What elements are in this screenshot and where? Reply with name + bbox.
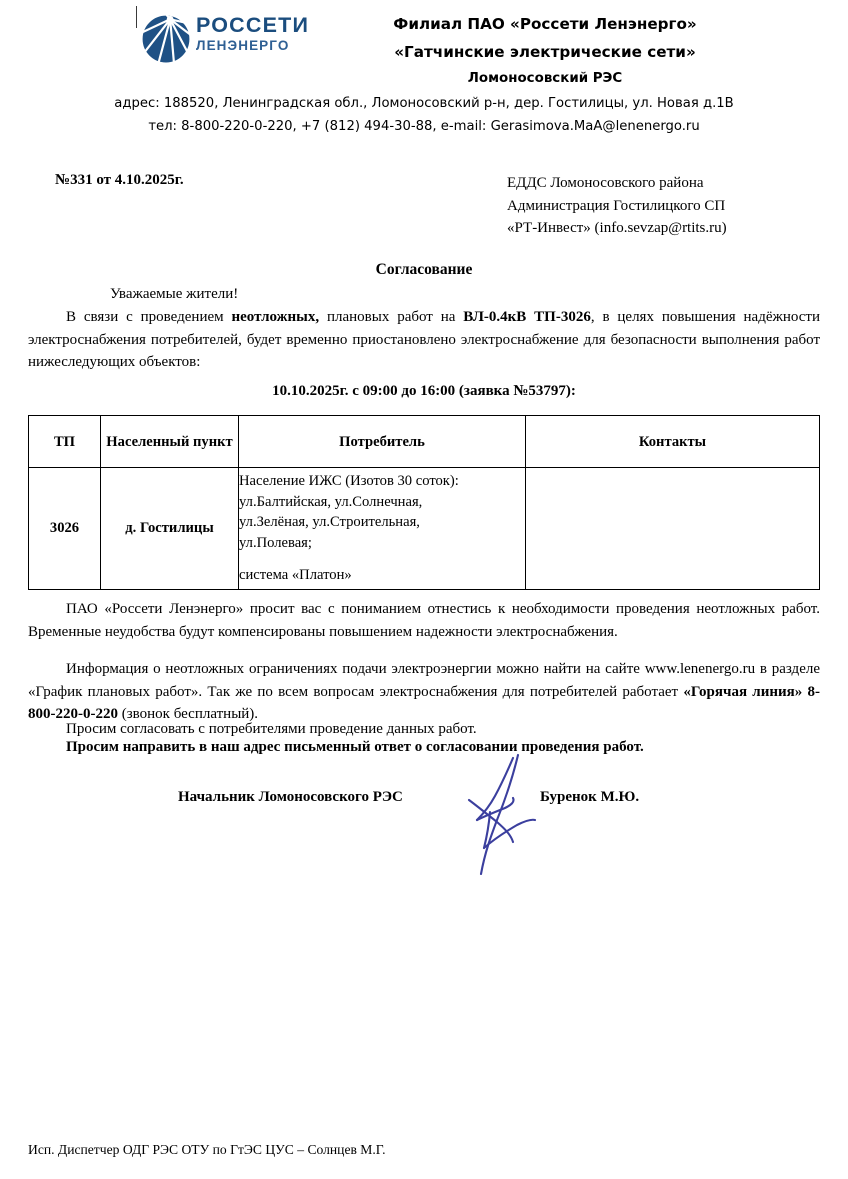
- org-title-line-3: Ломоносовский РЭС: [467, 71, 623, 86]
- outage-table: [28, 415, 820, 590]
- cell-consumer: [239, 468, 526, 590]
- consumer-line-2: ул.Балтийская, ул.Солнечная,: [239, 493, 423, 510]
- consumer-line-3: ул.Зелёная, ул.Строительная,: [239, 514, 420, 531]
- intro-text-3: , в целях повышения надёжности электроснабжения потребителей, будет временно приостановлено электроснабжение для безопасности выполнения работ нижеследующих объектов:: [28, 309, 821, 371]
- organization-title-block: [330, 10, 760, 92]
- document-header: [0, 0, 848, 150]
- org-title-line-1: Филиал ПАО «Россети Ленэнерго»: [393, 15, 697, 33]
- addressee-line-1: ЕДДС Ломоносовского района: [507, 175, 704, 191]
- outage-schedule-line: 10.10.2025г. с 09:00 до 16:00 (заявка №53797):: [272, 383, 576, 399]
- table-header-settlement: Населенный пункт: [101, 416, 239, 468]
- document-title: Согласование: [375, 261, 473, 278]
- closing-paragraph-d: Просим направить в наш адрес письменный ответ о согласовании проведения работ.: [66, 739, 644, 755]
- org-address-line: адрес: 188520, Ленинградская обл., Ломоносовский р-н, дер. Гостилицы, ул. Новая д.1В: [114, 96, 734, 111]
- table-header-tp: ТП: [29, 416, 101, 468]
- intro-bold-urgent: неотложных,: [231, 309, 320, 325]
- closing-paragraph-a: ПАО «Россети Ленэнерго» просит вас с пониманием отнестись к необходимости проведения неотложных работ. Временные неудобства будут компенсированы повышением надежности электроснабжения.: [28, 601, 820, 640]
- cell-settlement: д. Гостилицы: [101, 468, 239, 590]
- executor-footer: Исп. Диспетчер ОДГ РЭС ОТУ по ГтЭС ЦУС – Солнцев М.Г.: [28, 1142, 386, 1157]
- consumer-line-1: Население ИЖС (Изотов 30 соток):: [239, 473, 459, 490]
- intro-text-2: плановых работ на: [319, 309, 464, 325]
- crop-tick-mark: [136, 6, 137, 28]
- brand-name-secondary: ЛЕНЭНЕРГО: [196, 37, 290, 53]
- intro-paragraph: [28, 306, 820, 374]
- organization-contact-block: [0, 93, 848, 138]
- addressee-line-3: «РТ-Инвест» (info.sevzap@rtits.ru): [507, 220, 727, 236]
- closing-paragraph-c: Просим согласовать с потребителями проведение данных работ.: [66, 721, 477, 737]
- table-header-row: [29, 416, 820, 468]
- closing-paragraph-b: [28, 658, 820, 726]
- addressee-line-2: Администрация Гостилицкого СП: [507, 197, 726, 214]
- cell-contacts: [526, 468, 820, 590]
- org-phone-email-line: тел: 8-800-220-0-220, +7 (812) 494-30-88, e-mail: Gerasimova.MaA@lenenergo.ru: [148, 118, 700, 134]
- table-row: [29, 468, 820, 590]
- handwritten-signature: [455, 752, 565, 882]
- consumer-line-4: ул.Полевая;: [239, 534, 312, 551]
- intro-text-1: В связи с проведением: [66, 309, 232, 325]
- brand-name-primary: РОССЕТИ: [196, 13, 310, 37]
- brand-wordmark: [196, 14, 309, 53]
- company-logo: [134, 6, 324, 68]
- hotline-bold: «Горячая линия» 8-800-220-0-220: [28, 683, 820, 723]
- reference-number: №331 от 4.10.2025г.: [55, 172, 184, 188]
- consumer-spacer: [239, 553, 525, 565]
- table-header-contacts: Контакты: [526, 416, 820, 468]
- closing-b-text-1: Информация о неотложных ограничениях подачи электроэнергии можно найти на сайте www.lenenergo.ru в разделе «График плановых работ». Так же по всем вопросам электроснабжения для потребителей работает: [28, 661, 820, 700]
- closing-b-text-2: (звонок бесплатный).: [118, 706, 259, 723]
- intro-bold-line-id: ВЛ-0.4кВ ТП-3026: [463, 309, 591, 325]
- salutation: Уважаемые жители!: [110, 286, 239, 302]
- rosseti-sunburst-logo-icon: [140, 12, 192, 64]
- consumer-extra-line: система «Платон»: [239, 567, 352, 584]
- signatory-role: Начальник Ломоносовского РЭС: [178, 789, 403, 805]
- table-header-consumer: Потребитель: [239, 416, 526, 468]
- cell-tp: 3026: [29, 468, 101, 590]
- org-title-line-2: «Гатчинские электрические сети»: [394, 43, 696, 61]
- signatory-name: Буренок М.Ю.: [540, 789, 640, 805]
- addressee-block: [507, 172, 727, 240]
